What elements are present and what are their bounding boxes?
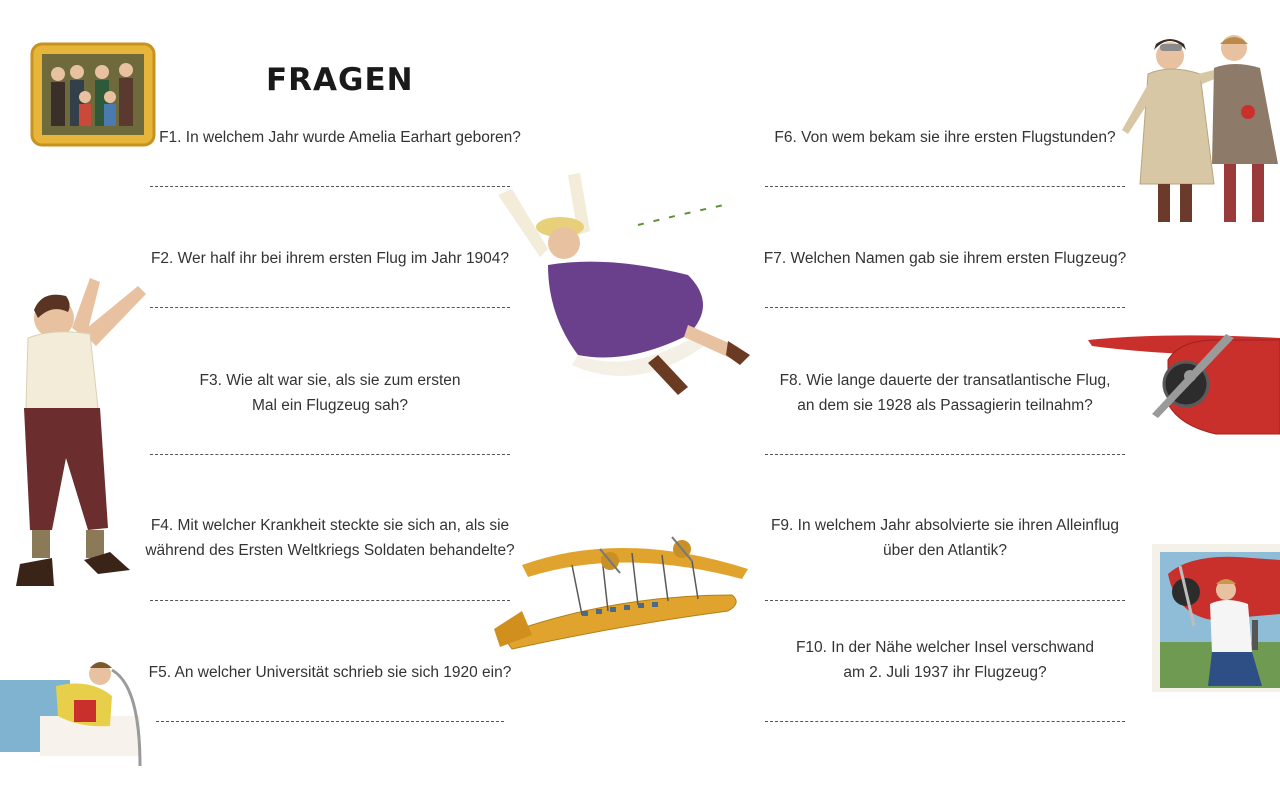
- cheering-man-illustration: [12, 268, 162, 593]
- red-plane-illustration: [1086, 330, 1280, 440]
- answer-line-f6[interactable]: [765, 186, 1125, 187]
- question-text: F2. Wer half ihr bei ihrem ersten Flug im Jahr 1904?: [150, 250, 510, 267]
- question-f8: [745, 368, 1145, 418]
- reading-girl-illustration: [0, 656, 150, 771]
- page-title: FRAGEN: [266, 62, 414, 98]
- answer-line-f5[interactable]: [156, 721, 504, 722]
- question-text-line2: während des Ersten Weltkriegs Soldaten behandelte?: [145, 542, 515, 559]
- question-text-line1: F10. In der Nähe welcher Insel verschwand: [795, 639, 1095, 656]
- question-text-line1: F4. Mit welcher Krankheit steckte sie sich an, als sie: [150, 517, 510, 534]
- aviator-photo-illustration: [1152, 544, 1280, 692]
- question-text: F6. Von wem bekam sie ihre ersten Flugstunden?: [774, 129, 1116, 146]
- seaplane-illustration: [492, 525, 754, 653]
- question-text-line2: an dem sie 1928 als Passagierin teilnahm?: [797, 397, 1093, 414]
- question-f9: [745, 513, 1145, 563]
- answer-line-f1[interactable]: [150, 186, 510, 187]
- question-text-line1: F8. Wie lange dauerte der transatlantische Flug,: [779, 372, 1111, 389]
- two-aviators-illustration: [1118, 34, 1280, 234]
- question-text-line2: Mal ein Flugzeug sah?: [252, 397, 408, 414]
- question-f2: [130, 246, 530, 271]
- answer-line-f4[interactable]: [150, 600, 510, 601]
- question-text: F5. An welcher Universität schrieb sie sich 1920 ein?: [148, 664, 512, 681]
- flying-girl-illustration: [488, 165, 753, 405]
- answer-line-f9[interactable]: [765, 600, 1125, 601]
- question-f4: [130, 513, 530, 563]
- question-text-line2: am 2. Juli 1937 ihr Flugzeug?: [843, 664, 1047, 681]
- question-text-line2: über den Atlantik?: [882, 542, 1008, 559]
- question-text-line1: F9. In welchem Jahr absolvierte sie ihren Alleinflug: [770, 517, 1120, 534]
- answer-line-f7[interactable]: [765, 307, 1125, 308]
- answer-line-f8[interactable]: [765, 454, 1125, 455]
- question-f3: [130, 368, 530, 418]
- question-f7: [745, 246, 1145, 271]
- answer-line-f3[interactable]: [150, 454, 510, 455]
- question-text: F1. In welchem Jahr wurde Amelia Earhart geboren?: [159, 129, 521, 146]
- family-portrait-illustration: [30, 42, 156, 147]
- answer-line-f10[interactable]: [765, 721, 1125, 722]
- question-text: F7. Welchen Namen gab sie ihrem ersten Flugzeug?: [763, 250, 1127, 267]
- question-f6: [745, 125, 1145, 150]
- question-f10: [745, 635, 1145, 685]
- answer-line-f2[interactable]: [150, 307, 510, 308]
- question-f1: [140, 125, 540, 150]
- question-f5: [130, 660, 530, 685]
- question-text-line1: F3. Wie alt war sie, als sie zum ersten: [199, 372, 461, 389]
